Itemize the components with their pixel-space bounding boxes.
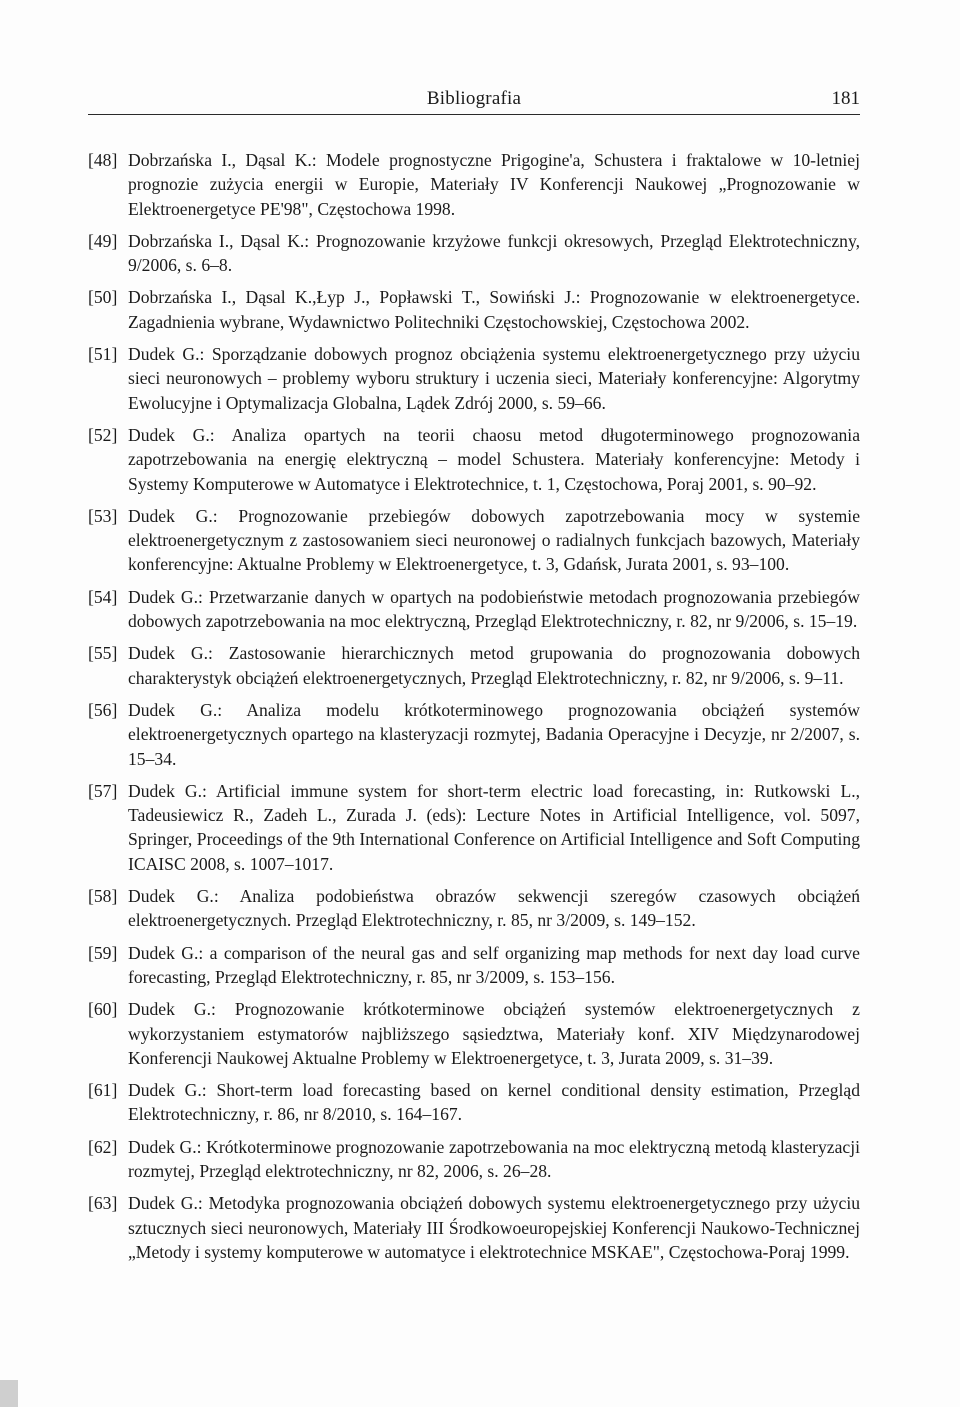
page-number: 181 (831, 88, 860, 109)
reference-item (88, 504, 860, 577)
reference-text: Dudek G.: a comparison of the neural gas and self organizing map methods for next day load curve forecasting, Przegląd Elektrotechniczny, r. 85, nr 3/2009, s. 153–156. (128, 942, 860, 987)
reference-number: [49] (88, 230, 118, 251)
running-head (88, 86, 860, 115)
reference-number: [52] (88, 424, 118, 445)
reference-list (88, 148, 860, 1272)
reference-item (88, 698, 860, 771)
reference-number: [63] (88, 1193, 118, 1214)
reference-number: [51] (88, 344, 118, 365)
reference-text: Dudek G.: Sporządzanie dobowych prognoz obciążenia systemu elektroenergetycznego przy użyciu sieci neuronowych – problemy wyboru struktury i uczenia sieci, Materiały konferencyjne: Algorytmy Ewolucyjne i Optymalizacja Globalna, Lądek Zdrój 2000, s. 59–66. (128, 344, 860, 413)
running-title: Bibliografia (426, 88, 522, 109)
reference-item (88, 229, 860, 278)
reference-number: [48] (88, 150, 118, 170)
reference-item (88, 1135, 860, 1184)
reference-item (88, 148, 860, 221)
reference-item (88, 585, 860, 634)
reference-item (88, 342, 860, 415)
reference-number: [62] (88, 1136, 118, 1157)
reference-text: Dudek G.: Artificial immune system for short-term electric load forecasting, in: Rutkowski L., Tadeusiewicz R., Zadeh L., Zurada J. (eds): Lecture Notes in Artificial Intelligence, vol. 5097, Springer, Proceedings of the 9th International Conference on Artificial Intelligence and Soft Computing ICAISC 2008, s. 1007–1017. (128, 780, 860, 874)
reference-item (88, 1191, 860, 1264)
reference-number: [53] (88, 505, 118, 526)
reference-item (88, 779, 860, 876)
reference-item (88, 423, 860, 496)
reference-number: [59] (88, 942, 118, 963)
reference-number: [57] (88, 780, 118, 801)
reference-item (88, 884, 860, 933)
reference-item (88, 997, 860, 1070)
reference-item (88, 285, 860, 334)
reference-item (88, 941, 860, 990)
reference-text: Dudek G.: Metodyka prognozowania obciążeń dobowych systemu elektroenergetycznego przy użyciu sztucznych sieci neuronowych, Materiały III Środkowoeuropejskiej Konferencji Naukowo-Technicznej „Metody i systemy komputerowe w automatyce i elektrotechnice MSKAE", Częstochowa-Poraj 1999. (128, 1193, 860, 1262)
reference-number: [60] (88, 999, 118, 1020)
scan-edge-mark (0, 1380, 18, 1407)
reference-number: [54] (88, 586, 118, 607)
reference-text: Dudek G.: Prognozowanie przebiegów dobowych zapotrzebowania mocy w systemie elektroenergetycznym z zastosowaniem sieci neuronowej o radialnych funkcjach bazowych, Materiały konferencyjne: Aktualne Problemy w Elektroenergetyce, t. 3, Gdańsk, Jurata 2001, s. 93–100. (128, 505, 860, 575)
reference-number: [56] (88, 699, 118, 720)
reference-item (88, 641, 860, 690)
reference-number: [50] (88, 287, 118, 308)
reference-text: Dudek G.: Analiza opartych na teorii chaosu metod długoterminowego prognozowania zapotrzebowania na energię elektryczną – model Schustera. Materiały konferencyjne: Metody i Systemy Komputerowe w Automatyce i Elektrotechnice, t. 1, Częstochowa, Poraj 2001, s. 90–92. (128, 424, 860, 494)
reference-text: Dudek G.: Short-term load forecasting based on kernel conditional density estimation, Przegląd Elektrotechniczny, r. 86, nr 8/2010, s. 164–167. (128, 1080, 860, 1125)
reference-text: Dobrzańska I., Dąsal K.: Prognozowanie krzyżowe funkcji okresowych, Przegląd Elektrotechniczny, 9/2006, s. 6–8. (128, 230, 860, 276)
reference-text: Dudek G.: Analiza podobieństwa obrazów sekwencji szeregów czasowych obciążeń elektroenergetycznych. Przegląd Elektrotechniczny, r. 85, nr 3/2009, s. 149–152. (128, 886, 860, 931)
reference-text: Dudek G.: Zastosowanie hierarchicznych metod grupowania do prognozowania dobowych charakterystyk obciążeń elektroenergetycznych, Przegląd Elektrotechniczny, r. 82, nr 9/2006, s. 9–11. (128, 643, 860, 688)
reference-number: [58] (88, 886, 118, 907)
reference-text: Dobrzańska I., Dąsal K.,Łyp J., Popławski T., Sowiński J.: Prognozowanie w elektroenergetyce. Zagadnienia wybrane, Wydawnictwo Politechniki Częstochowskiej, Częstochowa 2002. (128, 287, 860, 332)
reference-item (88, 1078, 860, 1127)
reference-text: Dudek G.: Analiza modelu krótkoterminowego prognozowania obciążeń systemów elektroenergetycznych opartego na klasteryzacji rozmytej, Badania Operacyjne i Decyzje, nr 2/2007, s. 15–34. (128, 699, 860, 769)
reference-number: [61] (88, 1080, 118, 1101)
reference-text: Dudek G.: Przetwarzanie danych w opartych na podobieństwie metodach prognozowania przebiegów dobowych zapotrzebowania na moc elektryczną, Przegląd Elektrotechniczny, r. 82, nr 9/2006, s. 15–19. (128, 586, 860, 632)
reference-number: [55] (88, 643, 118, 664)
reference-text: Dobrzańska I., Dąsal K.: Modele prognostyczne Prigogine'a, Schustera i fraktalowe w 10-letniej prognozie zużycia energii w Europie, Materiały IV Konferencji Naukowej „Prognozowanie w Elektroenergetyce PE'98", Częstochowa 1998. (128, 150, 860, 219)
reference-text: Dudek G.: Prognozowanie krótkoterminowe obciążeń systemów elektroenergetycznych z wykorzystaniem estymatorów najbliższego sąsiedztwa, Materiały konf. XIV Międzynarodowej Konferencji Naukowej Aktualne Problemy w Elektroenergetyce, t. 3, Jurata 2009, s. 31–39. (128, 999, 860, 1068)
reference-text: Dudek G.: Krótkoterminowe prognozowanie zapotrzebowania na moc elektryczną metodą klasteryzacji rozmytej, Przegląd elektrotechniczny, nr 82, 2006, s. 26–28. (128, 1136, 860, 1181)
